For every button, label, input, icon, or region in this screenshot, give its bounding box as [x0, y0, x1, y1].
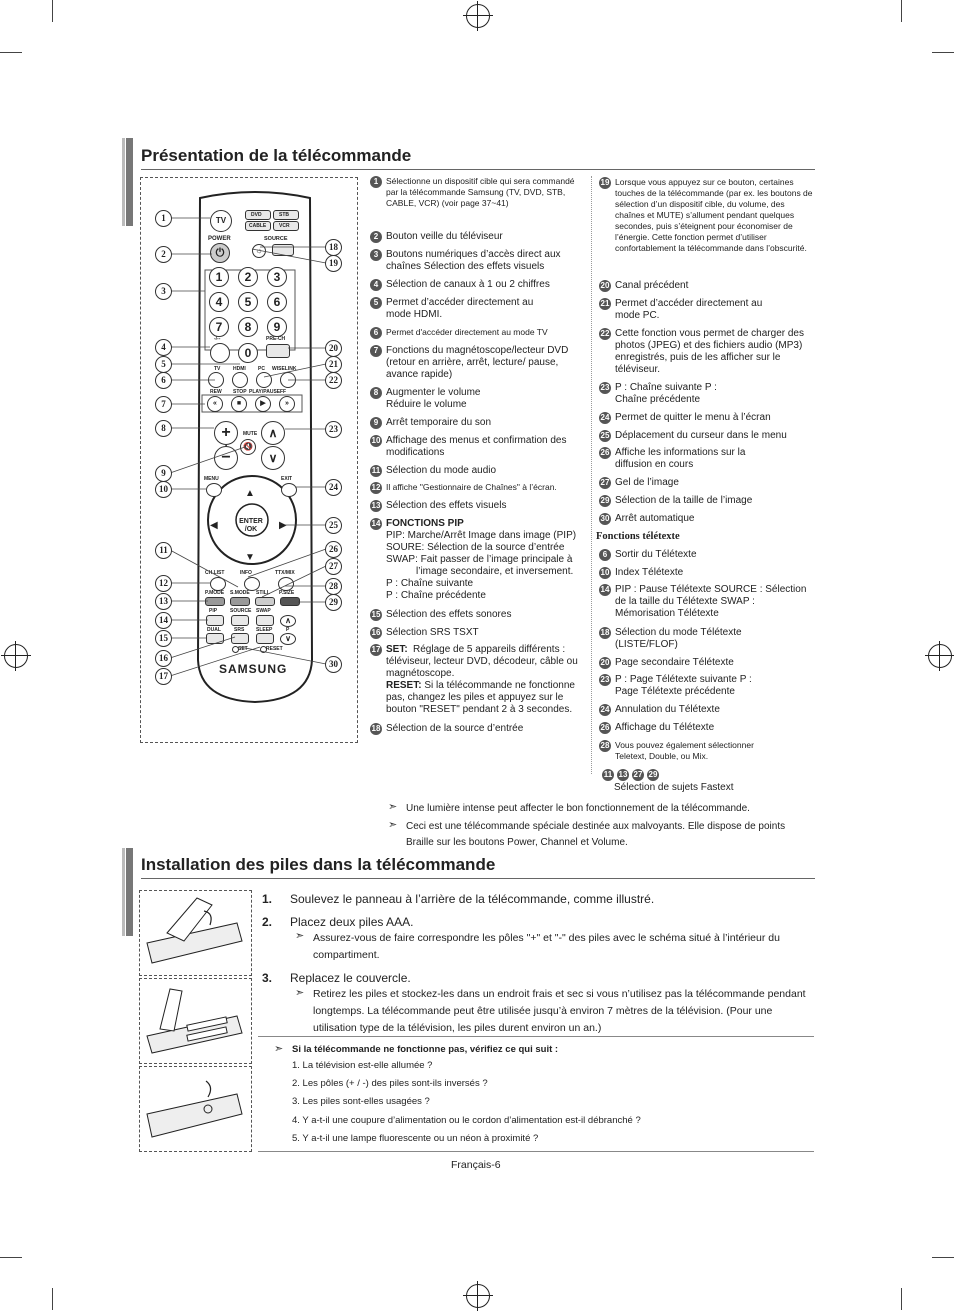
tv-mode-label: TV [215, 216, 227, 225]
remote-batteries-image [142, 981, 247, 1059]
desc-number: 2 [370, 231, 382, 243]
desc-text: Sélectionne un dispositif cible qui sera commandé par la télécommande Samsung (TV, DVD, STB, CABLE, VCR) (voir page 37~41) [386, 176, 575, 208]
desc-number: 22 [600, 329, 610, 338]
section-title-remote: Présentation de la télécommande [141, 146, 412, 165]
desc-number: 23 [600, 383, 610, 392]
desc-number: 7 [370, 345, 382, 357]
desc-number: 13 [371, 501, 381, 510]
digit-0: 0 [244, 346, 252, 360]
teletext-title: Fonctions télétexte [596, 531, 680, 542]
desc-text: Sélection de la taille de l’image [615, 495, 753, 506]
desc-number: 16 [371, 628, 381, 637]
light-button[interactable]: ☼ [252, 244, 266, 258]
step-text: Placez deux piles AAA. [290, 915, 414, 929]
column-divider [591, 176, 592, 774]
step-text: Replacez le couvercle. [290, 971, 411, 985]
desc-number: 1 [370, 176, 382, 188]
still-label: STILL [256, 590, 270, 596]
desc-number: 23 [600, 675, 610, 684]
registration-mark [466, 1284, 490, 1308]
set-line: Réglage de 5 appareils différents : [413, 644, 566, 655]
desc-number: 27 [633, 770, 643, 779]
nav-right-icon[interactable]: ▶ [279, 520, 287, 531]
desc-text: Sélection du mode Télétexte (LISTE/FLOF) [615, 627, 742, 650]
callout-29: 29 [325, 594, 342, 611]
nav-down-icon[interactable]: ▼ [245, 552, 255, 563]
pc-label: PC [258, 366, 265, 372]
desc-number: 29 [600, 496, 610, 505]
page-footer: Français-6 [451, 1159, 501, 1171]
callout-7: 7 [155, 396, 172, 413]
desc-text: Gel de l’image [615, 477, 679, 488]
callout-11: 11 [155, 542, 172, 559]
desc-text: Il affiche "Gestionnaire de Chaînes" à l’écran. [386, 482, 557, 492]
pip-line: SOURE: Sélection de la source d’entrée [386, 542, 565, 553]
crop-mark [52, 1288, 53, 1310]
callout-23: 23 [325, 421, 342, 438]
desc-text: Déplacement du curseur dans le menu [615, 430, 787, 441]
desc-text: Sélection de canaux à 1 ou 2 chiffres [386, 279, 550, 290]
desc-text: Arrêt automatique [615, 513, 695, 524]
note-arrow-icon: ➣ [388, 819, 398, 831]
note-arrow-icon: ➣ [274, 1043, 284, 1055]
callout-26: 26 [325, 541, 342, 558]
desc-number: 6 [370, 327, 382, 339]
nav-up-icon[interactable]: ▲ [245, 488, 255, 499]
callout-25: 25 [325, 517, 342, 534]
stop-label: STOP [233, 389, 247, 395]
note-arrow-icon: ➣ [295, 987, 305, 999]
callout-10: 10 [155, 481, 172, 498]
rew-button[interactable]: « [207, 396, 223, 412]
registration-mark [466, 4, 490, 28]
desc-text: Bouton veille du téléviseur [386, 231, 503, 242]
desc-number: 5 [370, 297, 382, 309]
section-bar [122, 138, 125, 226]
callout-1: 1 [155, 210, 172, 227]
p-down-button[interactable]: ∨ [280, 633, 296, 645]
section-bar [122, 848, 125, 936]
crop-mark [52, 0, 53, 22]
desc-text: Sélection du mode audio [386, 465, 497, 476]
step-number: 1. [262, 892, 273, 906]
chlist-label: CH LIST [205, 570, 225, 576]
desc-text: Lorsque vous appuyez sur ce bouton, certaines touches de la télécommande (par ex. les boutons de sélection d’un dispositif cible, du volume, des chaînes et MUTE) s’allument pendant quelques secondes, puis s’éteignent pour économiser de l’énergie. Cette fonction permet d’utiliser confortablement la télécommande dans l’obscurité. [615, 177, 813, 253]
desc-text: PIP : Pause Télétexte SOURCE : Sélection de la taille du Télétexte SWAP : Mémorisation Télétexte [615, 584, 807, 619]
callout-8: 8 [155, 420, 172, 437]
pip-line: PIP: Marche/Arrêt Image dans image (PIP) [386, 530, 577, 541]
crop-mark [0, 52, 22, 53]
p-up-button[interactable]: ∧ [280, 615, 296, 627]
callout-28: 28 [325, 578, 342, 595]
remote-open-cover-image [142, 893, 247, 971]
set-line: téléviseur, lecteur DVD, décodeur, câble ou magnétoscope. [386, 656, 578, 679]
desc-text: Permet d'accéder directement au mode TV [386, 327, 548, 337]
play-pause-label: PLAY/PAUSE [249, 389, 281, 395]
desc-text: Arrêt temporaire du son [386, 417, 492, 428]
callout-5: 5 [155, 356, 172, 373]
step-note: Retirez les piles et stockez-les dans un endroit frais et sec si vous n’utilisez pas la télécommande pendant longtemps. La télécommande peut être utilisée jusqu’à environ 7 mètres de la télévision. (Pour une utilisation type de la télévision, les piles durent environ un an.) [313, 988, 806, 1034]
desc-number: 4 [370, 279, 382, 291]
desc-text: Cette fonction vous permet de charger des photos (JPEG) et des fichiers audio (MP3) enregistrés, puis de les afficher sur le téléviseur. [615, 328, 804, 375]
callout-21: 21 [325, 356, 342, 373]
ttx-label: TTX/MIX [275, 570, 295, 576]
troubleshoot-title: Si la télécommande ne fonctionne pas, vérifiez ce qui suit : [292, 1044, 559, 1055]
stb-label: STB [279, 212, 289, 218]
digit-9: 9 [273, 320, 281, 334]
step-number: 3. [262, 971, 273, 985]
desc-number: 20 [600, 658, 610, 667]
desc-text: P : Chaîne suivante P : Chaîne précédente [615, 382, 717, 405]
callout-13: 13 [155, 593, 172, 610]
remote-close-cover-image [142, 1069, 247, 1147]
desc-number: 28 [600, 741, 610, 750]
registration-mark [4, 644, 28, 668]
desc-number: 21 [600, 299, 610, 308]
cable-label: CABLE [249, 223, 267, 229]
channel-up-button[interactable]: ∧ [261, 421, 285, 445]
source-label: SOURCE [264, 236, 288, 242]
desc-text: Index Télétexte [615, 567, 684, 578]
callout-16: 16 [155, 650, 172, 667]
troubleshoot-item: 4. Y a-t-il une coupure d’alimentation ou le cordon d’alimentation est-il débranché ? [292, 1115, 641, 1126]
crop-mark [901, 1288, 902, 1310]
reset-text: Si la télécommande ne fonctionne pas, changez les piles et appuyez sur le bouton "RESET" pendant 2 à 3 secondes. [386, 680, 575, 715]
swap-label: SWAP [256, 608, 271, 614]
p-label: P [286, 627, 290, 633]
source2-label: SOURCE [230, 608, 252, 614]
pip-details [386, 530, 586, 602]
enter-label: ENTER /OK [239, 518, 263, 533]
desc-number: 24 [600, 705, 610, 714]
prech-label: PRE-CH [266, 336, 286, 342]
callout-15: 15 [155, 630, 172, 647]
desc-number: 10 [371, 436, 381, 445]
digit-7: 7 [215, 320, 223, 334]
step-note: Assurez-vous de faire correspondre les pôles "+" et "-" des piles avec le schéma situé à l’intérieur du compartiment. [313, 932, 780, 961]
desc-text: Page secondaire Télétexte [615, 657, 734, 668]
callout-30: 30 [325, 656, 342, 673]
desc-text: FONCTIONS PIP [386, 518, 464, 529]
desc-text: Permet de quitter le menu à l’écran [615, 412, 771, 423]
reset-label: RESET [266, 646, 283, 652]
digit-3: 3 [273, 270, 281, 284]
desc-number: 20 [600, 281, 610, 290]
rew-label: REW [210, 389, 222, 395]
callout-20: 20 [325, 340, 342, 357]
callout-14: 14 [155, 612, 172, 629]
desc-number: 18 [371, 724, 381, 733]
mute-button[interactable]: 🔇 [240, 439, 256, 455]
note-text: Ceci est une télécommande spéciale destinée aux malvoyants. Elle dispose de points Braille sur les boutons Power, Channel et Volume. [406, 821, 786, 848]
reset-heading: RESET: [386, 680, 422, 691]
desc-text: Sélection des effets sonores [386, 609, 512, 620]
title-rule [141, 878, 815, 879]
step-number: 2. [262, 915, 273, 929]
callout-6: 6 [155, 372, 172, 389]
desc-number: 14 [371, 519, 381, 528]
desc-number: 17 [371, 645, 381, 654]
desc-number: 11 [371, 466, 381, 475]
samsung-logo: SAMSUNG [219, 662, 288, 676]
desc-number: 6 [599, 549, 611, 561]
nav-left-icon[interactable]: ◀ [210, 520, 218, 531]
ff-label: FF [280, 389, 287, 395]
note-arrow-icon: ➣ [295, 930, 305, 942]
power-label: POWER [208, 236, 231, 242]
crop-mark [932, 52, 954, 53]
callout-9: 9 [155, 465, 172, 482]
troubleshoot-item: 2. Les pôles (+ / -) des piles sont-ils inversés ? [292, 1078, 488, 1089]
registration-mark [928, 644, 952, 668]
digit-8: 8 [244, 320, 252, 334]
divider [258, 1036, 814, 1037]
wiselink-label: WISELINK [272, 366, 297, 372]
callout-lines [140, 177, 356, 741]
desc-text: P : Page Télétexte suivante P : Page Télétexte précédente [615, 674, 752, 697]
pip-line: l’image secondaire, et inversement. [416, 566, 574, 577]
desc-text: Permet d’accéder directement au mode PC. [615, 298, 763, 321]
section-title-batteries: Installation des piles dans la télécommande [141, 855, 496, 874]
play-pause-button[interactable]: ▶ [255, 396, 271, 412]
desc-text: Sélection SRS TSXT [386, 627, 479, 638]
digit-5: 5 [244, 295, 252, 309]
crop-mark [0, 1257, 22, 1258]
desc-text: SET: [386, 644, 408, 655]
volume-down-button[interactable]: − [214, 446, 238, 470]
desc-text: Canal précédent [615, 280, 689, 291]
hdmi-label: HDMI [233, 366, 246, 372]
desc-text: Affichage du Télétexte [615, 722, 715, 733]
dash-label: -/-- [214, 336, 221, 342]
srs-label: SRS [234, 627, 245, 633]
callout-3: 3 [155, 283, 172, 300]
desc-number: 25 [600, 431, 610, 440]
troubleshoot-item: 5. Y a-t-il une lampe fluorescente ou un néon à proximité ? [292, 1133, 539, 1144]
digit-2: 2 [244, 270, 252, 284]
callout-4: 4 [155, 339, 172, 356]
digit-4: 4 [215, 295, 223, 309]
fastext-numbers [602, 769, 672, 781]
desc-number: 11 [603, 770, 613, 779]
troubleshoot-item: 1. La télévision est-elle allumée ? [292, 1060, 433, 1071]
desc-number: 30 [600, 514, 610, 523]
step-text: Soulevez le panneau à l’arrière de la télécommande, comme illustré. [290, 892, 655, 906]
dual-label: DUAL [207, 627, 221, 633]
desc-text: Augmenter le volume Réduire le volume [386, 387, 481, 410]
desc-number: 12 [371, 483, 381, 492]
desc-text: Boutons numériques d’accès direct aux chaînes Sélection des effets visuels [386, 249, 561, 272]
volume-up-button[interactable]: + [214, 421, 238, 445]
desc-text: Sortir du Télétexte [615, 549, 697, 560]
power-button[interactable]: ⏻ [210, 243, 230, 263]
callout-17: 17 [155, 668, 172, 685]
desc-number: 18 [600, 628, 610, 637]
stop-button[interactable]: ■ [231, 396, 247, 412]
desc-number: 15 [371, 610, 381, 619]
callout-19: 19 [325, 255, 342, 272]
desc-number: 9 [370, 417, 382, 429]
desc-number: 3 [370, 249, 382, 261]
sleep-label: SLEEP [256, 627, 273, 633]
info-label: INFO [240, 570, 252, 576]
section-bar [126, 848, 133, 936]
desc-text: Fonctions du magnétoscope/lecteur DVD (retour en arrière, arrêt, lecture/ pause, avance rapide) [386, 345, 569, 380]
smode-label: S.MODE [230, 590, 250, 596]
desc-number: 27 [600, 478, 610, 487]
desc-number: 13 [618, 770, 628, 779]
digit-6: 6 [273, 295, 281, 309]
callout-12: 12 [155, 575, 172, 592]
pip-line: P : Chaîne suivante [386, 578, 474, 589]
callout-18: 18 [325, 239, 342, 256]
note-arrow-icon: ➣ [388, 801, 398, 813]
desc-number: 26 [600, 448, 610, 457]
psize-label: P.SIZE [279, 590, 295, 596]
divider [258, 1151, 814, 1152]
dvd-label: DVD [251, 212, 262, 218]
desc-number: 8 [370, 387, 382, 399]
callout-2: 2 [155, 246, 172, 263]
desc-text: Permet d’accéder directement au mode HDMI. [386, 297, 534, 320]
troubleshoot-item: 3. Les piles sont-elles usagées ? [292, 1096, 430, 1107]
crop-mark [932, 1257, 954, 1258]
crop-mark [901, 0, 902, 22]
pmode-label: P.MODE [205, 590, 225, 596]
desc-number: 24 [600, 413, 610, 422]
callout-27: 27 [325, 558, 342, 575]
desc-number: 10 [600, 568, 610, 577]
desc-number: 29 [648, 770, 658, 779]
desc-text: Annulation du Télétexte [615, 704, 720, 715]
desc-text: Affiche les informations sur la diffusion en cours [615, 447, 746, 470]
desc-text: Sélection des effets visuels [386, 500, 507, 511]
pip-line: P : Chaîne précédente [386, 590, 486, 601]
set-label: SET [238, 646, 248, 652]
fastext-text: Sélection de sujets Fastext [614, 782, 734, 793]
vcr-label: VCR [279, 223, 290, 229]
callout-24: 24 [325, 479, 342, 496]
desc-text: Affichage des menus et confirmation des modifications [386, 435, 567, 458]
exit-label: EXIT [281, 476, 293, 482]
ff-button[interactable]: » [279, 396, 295, 412]
desc-number: 19 [600, 178, 610, 187]
tv-row-label: TV [214, 366, 221, 372]
desc-number: 26 [600, 723, 610, 732]
callout-22: 22 [325, 372, 342, 389]
desc-text: Sélection de la source d’entrée [386, 723, 524, 734]
section-bar [126, 138, 133, 226]
desc-text: Vous pouvez également sélectionner Teletext, Double, ou Mix. [615, 740, 754, 761]
pip-line: SWAP: Fait passer de l’image principale à [386, 554, 573, 565]
note-text: Une lumière intense peut affecter le bon fonctionnement de la télécommande. [406, 803, 750, 814]
mute-label: MUTE [243, 431, 258, 437]
desc-number: 14 [600, 585, 610, 594]
title-rule [141, 169, 815, 170]
menu-label: MENU [204, 476, 219, 482]
digit-1: 1 [215, 270, 223, 284]
pip-label: PIP [209, 608, 218, 614]
channel-down-button[interactable]: ∨ [261, 446, 285, 470]
set-details [386, 644, 586, 716]
